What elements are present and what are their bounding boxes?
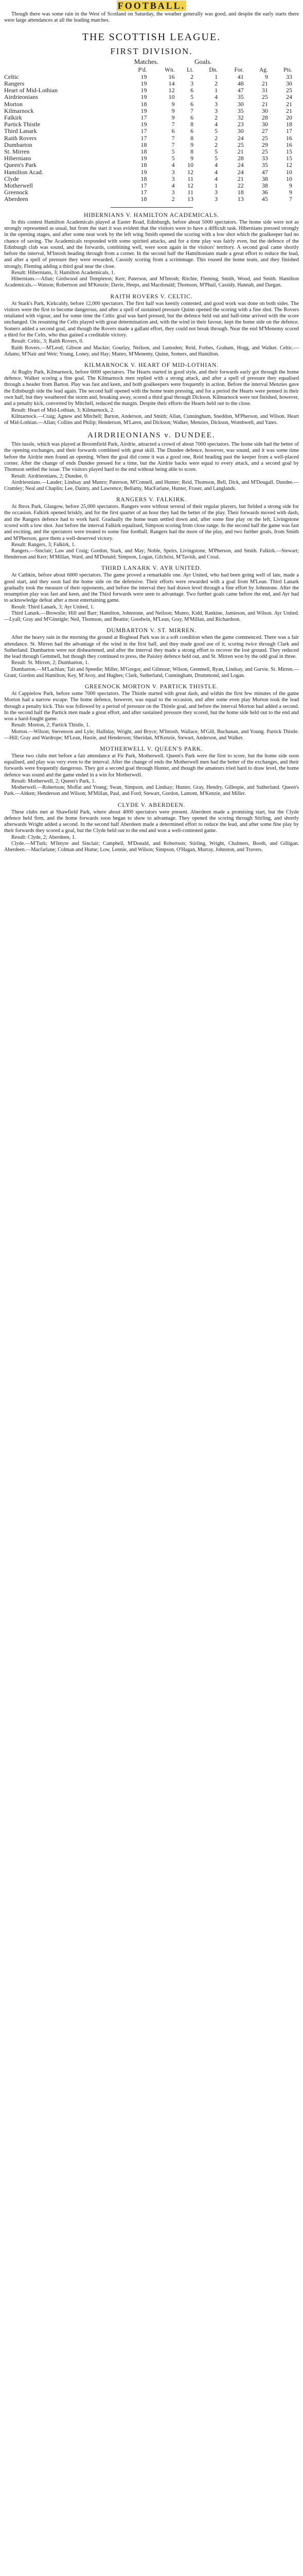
won: 2 (171, 195, 175, 203)
team-name: Partick Thistle (4, 121, 41, 128)
points: 18 (286, 121, 292, 128)
match-heading: KILMARNOCK V. HEART OF MID-LOTHIAN. (84, 361, 219, 368)
match-report (4, 496, 299, 561)
points: 9 (289, 189, 292, 196)
team-name: Hibernians (4, 155, 31, 162)
col-drawn: Dn. (209, 66, 218, 73)
match-report (4, 293, 299, 358)
lost: 9 (190, 141, 194, 148)
goals-against: 28 (261, 114, 268, 122)
played: 18 (140, 161, 147, 169)
points: 15 (286, 148, 292, 156)
match-result: Result: Clyde, 2; Aberdeen, 1. (11, 834, 76, 840)
goals-against: 29 (261, 141, 268, 148)
goals-for: 47 (237, 87, 244, 94)
table-row (4, 114, 292, 121)
points: 17 (286, 127, 292, 135)
drawn: 4 (215, 175, 218, 182)
goals-for: 35 (237, 93, 244, 101)
won: 4 (171, 182, 175, 190)
goals-against: 25 (261, 134, 268, 142)
team-name: Hamilton Acad. (4, 168, 43, 176)
goals-against: 30 (261, 121, 268, 128)
goals-against: 38 (261, 175, 268, 182)
points: 33 (286, 73, 292, 80)
won: 10 (168, 93, 175, 101)
goals-for: 13 (237, 195, 244, 203)
table-row (4, 155, 292, 162)
match-result: Result: St. Mirren, 2; Dumbarton, 1. (11, 660, 89, 666)
won: 16 (168, 73, 175, 80)
table-row (4, 135, 292, 142)
table-row (4, 108, 292, 114)
points: 9 (289, 182, 292, 190)
match-report-text: In this contest Hamilton Academicals played at Easter Road, Edinburgh, before about 5000 spectators. The home side were not as strongly represented as usual, but from the start it was evident that the visitors were to have a difficult task. Hibernians pressed strongly in the opening stages, and after some neat work by the left wing Smith opened the scoring with a low shot which the goalkeeper had no chance of saving. The Academicals responded with some spirited attacks, and for a time play was fairly even, but the defence of the Edinburgh club was sound, and the forwards, combining well, were soon again in the visitors' territory. A second goal came shortly before the interval, M'Intosh heading through from a corner. In the second half the Hamiltonians made a great effort to reduce the lead, and after a spell of pressure they were rewarded, Cassidy scoring from a scrimmage. This roused the home team, and they finished strongly, Fleming adding a third goal near the close. (4, 219, 299, 269)
goals-against: 36 (261, 189, 268, 196)
won: 5 (171, 155, 175, 162)
played: 17 (140, 114, 147, 122)
played: 17 (140, 182, 147, 190)
match-heading: RANGERS V. FALKIRK. (116, 496, 187, 503)
team-name: Falkirk (4, 114, 22, 122)
drawn: 2 (215, 141, 218, 148)
section-heading: AIRDRIEONIANS v. DUNDEE. (87, 431, 216, 440)
goals-against: 25 (261, 148, 268, 156)
table-row (4, 176, 292, 182)
match-report-text: At Cappielow Park, before some 7000 spectators. The Thistle started with great dash, and within the first few minutes of the game Morton had a narrow escape. The home defence, however, was equal to the occasion, and after some even play Morton took the lead through a penalty kick. This was followed by a period of pressure on the Thistle goal, and before the interval Morton had added a second. In the second half the Partick men made a great effort, and after sustained pressure they scored, but the home side held out to the end and won a hard-fought game. (4, 690, 299, 722)
team-name: Rangers (4, 80, 25, 87)
goals-for: 48 (237, 80, 244, 87)
lost: 12 (187, 182, 194, 190)
lost: 9 (190, 155, 194, 162)
goals-for: 24 (237, 161, 244, 169)
table-row (4, 94, 292, 100)
match-result: Result: Heart of Mid-Lothian, 3; Kilmarnock, 2. (11, 407, 115, 413)
table-row (4, 142, 292, 148)
match-report (4, 212, 299, 289)
col-won: Wn. (165, 66, 175, 73)
table-row (4, 101, 292, 108)
col-lost: Lt. (186, 66, 194, 73)
drawn: 5 (215, 148, 218, 156)
table-row (4, 128, 292, 134)
played: 17 (140, 134, 147, 142)
points: 30 (286, 80, 292, 87)
goals-against: 21 (261, 80, 268, 87)
table-row (4, 169, 292, 176)
drawn: 2 (215, 80, 218, 87)
won: 7 (171, 134, 175, 142)
col-for: For. (234, 66, 244, 73)
team-name: Celtic (4, 73, 19, 80)
league-heading: THE SCOTTISH LEAGUE. (82, 31, 221, 43)
lost: 8 (190, 121, 194, 128)
match-report (4, 683, 299, 741)
points: 21 (286, 100, 292, 108)
won: 3 (171, 175, 175, 182)
masthead-title: FOOTBALL. (117, 1, 186, 11)
match-report (4, 627, 299, 679)
match-result: Result: Airdrieonians, 2; Dundee, 0. (11, 473, 88, 479)
drawn: 1 (215, 73, 218, 80)
goals-against: 47 (261, 168, 268, 176)
goals-against: 33 (261, 155, 268, 162)
match-result: Result: Morton, 2; Partick Thistle, 1. (11, 722, 90, 728)
won: 3 (171, 168, 175, 176)
division-heading: FIRST DIVISION. (110, 46, 193, 56)
played: 18 (140, 141, 147, 148)
team-name: Morton (4, 100, 23, 108)
match-result: Result: Celtic, 3; Raith Rovers, 0. (11, 338, 84, 345)
lost: 7 (190, 107, 194, 114)
team-lineups: Hibernians.—Allan; Girdwood and Templeton; Kerr, Paterson, and M'Intosh; Ritchie, Fleming, Smith, Wood, and Smith. Hamilton Academicals.—Watson; Robertson and M'Kenzie; Davie, Heeps, and Macdonald; Thomson, M'Phail, Cassidy, Hannah, and Dargan. (4, 276, 299, 289)
match-heading: RAITH ROVERS V. CELTIC. (110, 293, 193, 300)
team-name: Aberdeen (4, 196, 28, 203)
lost: 6 (190, 100, 194, 108)
goals-against: 31 (261, 87, 268, 94)
played: 19 (140, 107, 147, 114)
table-row (4, 196, 292, 202)
won: 9 (171, 107, 175, 114)
lost: 6 (190, 127, 194, 135)
match-heading: CLYDE V. ABERDEEN. (117, 801, 186, 808)
played: 19 (140, 155, 147, 162)
col-played: P'd. (138, 66, 147, 73)
drawn: 4 (215, 93, 218, 101)
match-report (4, 362, 299, 426)
drawn: 1 (215, 182, 218, 190)
team-name: Third Lanark (4, 128, 37, 135)
team-name: Raith Rovers (4, 134, 37, 142)
goals-for: 32 (237, 114, 244, 122)
league-table-header-row (4, 67, 292, 74)
goals-against: 25 (261, 93, 268, 101)
played: 19 (140, 121, 147, 128)
won: 7 (171, 121, 175, 128)
drawn: 4 (215, 121, 218, 128)
match-result: Result: Third Lanark, 3; Ayr United, 1. (11, 604, 95, 610)
table-row (4, 87, 292, 94)
team-lineups: Raith Rovers.—M'Leod; Gibson and Mackie; Gourlay, Neilson, and Lumsden; Reid, Forbes, Graham, Hogg, and Walker. Celtic.—Adams; M'Nair and Weir; Young, Loney, and Hay; Munro, M'Menemy, Quinn, Somers, and Hamilton. (4, 345, 299, 357)
played: 19 (140, 93, 147, 101)
col-against: Ag. (259, 66, 268, 73)
goals-for: 24 (237, 134, 244, 142)
intro-paragraph: Though there was some rain in the West of Scotland on Saturday, the weather generally was good, and despite the early starts there were large attendances at all the leading matches. (4, 11, 299, 24)
drawn: 3 (215, 100, 218, 108)
won: 6 (171, 127, 175, 135)
match-report (4, 745, 299, 798)
team-name: Dumbarton (4, 141, 32, 148)
match-report (4, 802, 299, 854)
won: 12 (168, 87, 175, 94)
group-matches-label: Matches. (134, 57, 158, 65)
team-name: St. Mirren (4, 148, 30, 156)
goals-against: 30 (261, 107, 268, 114)
group-goals-label: Goals. (194, 57, 212, 65)
match-report-text: At Ibrox Park, Glasgow, before 25,000 spectators. Rangers were without several of their regular players, but fielded a strong side for the occasion. Falkirk opened briskly, and for the first quarter of an hour they had the better of the play. Their forwards moved with dash, and the Rangers defence had to work hard. Gradually the home team settled down and, after some fine play on the left, Livingstone scored with a low shot. Just before the interval Falkirk equalised, Simpson scoring from close range. In the second half the game was fast and exciting, and the spectators were treated to some fine football. Rangers had the more of the play, and two further goals, from Smith and M'Pherson, gave them a well-deserved victory. (4, 504, 299, 541)
goals-for: 28 (237, 155, 244, 162)
table-row (4, 148, 292, 155)
played: 17 (140, 189, 147, 196)
points: 7 (289, 195, 292, 203)
won: 9 (171, 100, 175, 108)
goals-against: 45 (261, 195, 268, 203)
col-points: Pts. (283, 66, 292, 73)
team-name: Kilmarnock (4, 107, 34, 114)
match-report-text: This tussle, which was played at Broomfield Park, Airdrie, attracted a crowd of about 7000 spectators. The home side had the better of the opening exchanges, and their forwards combined with great skill. The Dundee defence, however, was sound, and it was some time before the Airdrie men found an opening. When the goal did come it was a good one, Reid heading past the keeper from a well-placed corner. After the change of ends Dundee pressed for a time, but the Airdrie backs were equal to every attack, and a second goal by Thomson settled the issue. The visitors played hard to the end without being able to score. (4, 442, 299, 473)
drawn: 4 (215, 168, 218, 176)
lost: 8 (190, 148, 194, 156)
drawn: 4 (215, 161, 218, 169)
won: 3 (171, 189, 175, 196)
team-name: Motherwell (4, 182, 33, 190)
goals-for: 18 (237, 189, 244, 196)
points: 15 (286, 155, 292, 162)
goals-for: 22 (237, 182, 244, 190)
drawn: 5 (215, 155, 218, 162)
section-masthead (4, 0, 299, 11)
goals-for: 23 (237, 121, 244, 128)
match-report-text: These clubs met at Shawfield Park, where about 4000 spectators were present. Aberdeen made a promising start, but the Clyde defence held firm, and the home forwards soon began to show to advantage. They opened the scoring through Stirling, and shortly afterwards Wright added a second. In the second half Aberdeen made a determined effort to reduce the lead, and after some fine play by their forwards they scored a goal, but the Clyde held out to the end and won a well-contested game. (4, 809, 299, 834)
points: 25 (286, 87, 292, 94)
team-lineups: Kilmarnock.—Craig; Agnew and Mitchell; Barton, Anderson, and Smith; Allan, Cunningham, Sneddon, M'Pherson, and Wilson. Heart of Mid-Lothian.—Allan; Collins and Philip; Henderson, M'Laren, and Dickson; Walker, Menzies, Dickson, Wombwell, and Yates. (4, 413, 299, 426)
team-name: Airdrieonians (4, 94, 38, 101)
table-row (4, 74, 292, 80)
points: 21 (286, 107, 292, 114)
played: 19 (140, 168, 147, 176)
team-name: Heart of Mid-Lothian (4, 87, 58, 94)
drawn: 2 (215, 134, 218, 142)
points: 20 (286, 114, 292, 122)
match-heading: DUMBARTON V. ST. MIRREN. (106, 627, 197, 634)
col-team (4, 67, 122, 74)
drawn: 3 (215, 107, 218, 114)
played: 18 (140, 100, 147, 108)
lost: 8 (190, 134, 194, 142)
match-report-text: At Cathkin, before about 6000 spectators. The game proved a remarkable one. Ayr United, who had been going well of late, made a good start, and they soon had the home side on the defensive. Their efforts were rewarded with a goal from M'Lean. Third Lanark gradually took the measure of their opponents, and before the interval they had drawn level through a fine effort by Johnstone. After the resumption play was fast and keen, and the Third forwards were seen to advantage. Two further goals came before the end, and Ayr had to acknowledge defeat after a most entertaining game. (4, 572, 299, 604)
team-lineups: Rangers.—Sinclair; Law and Craig; Gordon, Stark, and May; Noble, Speirs, Livingstone, M'Pherson, and Smith. Falkirk.—Stewart; Henderson and Kerr; M'Millan, Ward, and M'Donald; Simpson, Logan, Gilchrist, M'Tavish, and Croal. (4, 548, 299, 561)
points: 12 (286, 161, 292, 169)
drawn: 3 (215, 189, 218, 196)
drawn: 1 (215, 87, 218, 94)
table-row (4, 121, 292, 128)
points: 10 (286, 168, 292, 176)
won: 9 (171, 114, 175, 122)
team-lineups: Dumbarton.—M'Lachlan; Tait and Speedie; Miller, M'Gregor, and Gilmour; Wilson, Gemmell, Ryan, Lindsay, and Garvie. St. Mirren.—Grant; Gordon and Hamilton; Key, M'Avoy, and Hughes; Clark, Sutherland, Cunningham, Drummond, and Logan. (4, 666, 299, 679)
match-reports (4, 212, 299, 854)
lost: 11 (187, 189, 194, 196)
goals-for: 30 (237, 127, 244, 135)
goals-against: 38 (261, 182, 268, 190)
drawn: 5 (215, 127, 218, 135)
match-heading: MOTHERWELL V. QUEEN'S PARK. (100, 745, 203, 752)
lost: 12 (187, 168, 194, 176)
team-lineups: Airdrieonians.—Lauder; Lindsay and Munro; Paterson, M'Connell, and Hunter; Reid, Thomson, Bell, Dick, and M'Dougall. Dundee.—Crumley; Neal and Chaplin; Lee, Dainty, and Lawrence; Bellamy, MacFarlane, Hunter, Fraser, and Langlands. (4, 479, 299, 492)
match-report (4, 565, 299, 623)
played: 18 (140, 195, 147, 203)
league-table-body (4, 74, 292, 203)
lost: 5 (190, 93, 194, 101)
lost: 13 (187, 195, 194, 203)
team-name: Greenock (4, 189, 28, 196)
goals-against: 21 (261, 100, 268, 108)
match-report-text: At Stark's Park, Kirkcaldy, before 12,000 spectators. The first half was keenly contested, and good work was done on both sides. The visitors were the first to become dangerous, and after a spell of sustained pressure Quinn opened the scoring with a fine shot. The Rovers retaliated with vigour, and for some time the Celtic goal was hard pressed, but the defence held out and half-time arrived with the score unchanged. On resuming the Celts played with great determination and, with the wind in their favour, kept the home side on the defence. Somers added a second goal, and though the Rovers made a gallant effort, they could not break through. Near the end M'Menemy scored a third for the Celts, who thus gained a creditable victory. (4, 300, 299, 338)
goals-for: 24 (237, 168, 244, 176)
match-heading: GREENOCK MORTON V. PARTICK THISTLE. (84, 683, 219, 690)
match-report-text: At Rugby Park, Kilmarnock, before 6000 spectators. The Hearts started in good style, and their forwards early got through the home defence, Walker scoring a fine goal. The Kilmarnock men replied with a strong attack, and after a spell of pressure they equalised through a header from Barton. Play was fast and keen, and both goalkeepers were frequently in action. Before the interval Menzies gave the Edinburgh side the lead again. The second half opened with the home team pressing, and for a period the Hearts were penned in their own half, but they weathered the storm and, breaking away, scored a third goal through Dickson. Kilmarnock were not finished, however, and a penalty kick, converted by Mitchell, reduced the margin. Despite their efforts the Hearts held out to the close. (4, 369, 299, 407)
match-report-text: These two clubs met before a fair attendance at Fir Park, Motherwell. Queen's Park were the first to score, but the home side soon equalised, and play was very even to the interval. After the change of ends the Motherwell men had the better of the exchanges, and their forwards were frequently dangerous. They got a second goal through Hunter, and though the amateurs tried hard to draw level, the home defence was sound and the game ended in a win for Motherwell. (4, 753, 299, 778)
match-report-text: After the heavy rain in the morning the ground at Boghead Park was in a soft condition when the game commenced. There was a fair attendance. St. Mirren had the advantage of the wind in the first half, and they made good use of it, scoring twice through Clark and Sutherland. Dumbarton were not disheartened, and after the interval they made a strong effort to recover the lost ground. They reduced the lead through Gemmell, but though they continued to press, the Paisley defence held out, and St. Mirren won by the odd goal in three. (4, 635, 299, 660)
divider-rule (111, 207, 193, 208)
team-lineups: Third Lanark.—Brownlie; Hill and Barr; Hamilton, Johnstone, and Neilson; Munro, Kidd, Rankine, Jamieson, and Wilson. Ayr United.—Lyall; Gray and M'Ginnigle; Neil, Thomson, and Beattie; Goodwin, M'Lean, Gray, M'Millan, and Richardson. (4, 611, 299, 623)
points: 16 (286, 141, 292, 148)
won: 5 (171, 148, 175, 156)
goals-for: 25 (237, 141, 244, 148)
lost: 2 (190, 73, 194, 80)
league-table (4, 67, 292, 203)
team-name: Clyde (4, 175, 19, 182)
match-heading: THIRD LANARK V. AYR UNITED. (101, 565, 202, 572)
team-lineups: Morton.—Wilson; Stevenson and Lyle; Halliday, Wright, and Bryce; M'Intosh, Wallace, M'Gill, Buchanan, and Young. Partick Thistle.—Hill; Gray and Wardrope; M'Lean, Hastie, and Henderson; Sheridan, M'Kenzie, Stewart, Anderson, and Walker. (4, 728, 299, 741)
team-lineups: Motherwell.—Robertson; Moffat and Young; Swan, Simpson, and Lindsay; Hunter, Gray, Hendry, Gillespie, and Sutherland. Queen's Park.—Aitken; Henderson and Wilson; M'Millan, Paul, and Ford; Stewart, Gordon, Lamont, M'Kenzie, and Miller. (4, 785, 299, 797)
goals-against: 9 (264, 73, 268, 80)
goals-for: 41 (237, 73, 244, 80)
table-row (4, 182, 292, 189)
goals-for: 21 (237, 148, 244, 156)
goals-for: 30 (237, 100, 244, 108)
goals-against: 27 (261, 127, 268, 135)
goals-for: 35 (237, 107, 244, 114)
lost: 6 (190, 114, 194, 122)
played: 18 (140, 175, 147, 182)
match-result: Result: Rangers, 3; Falkirk, 1. (11, 541, 76, 548)
team-lineups: Clyde.—M'Turk; M'Intyre and Sinclair; Campbell, M'Donald, and Robertson; Stirling, Wright, Chalmers, Booth, and Gilligan. Aberdeen.—Macfarlane; Colman and Hume; Low, Lennie, and Wilson; Simpson, O'Hagan, Murray, Johnston, and Travers. (4, 841, 299, 853)
points: 24 (286, 93, 292, 101)
won: 7 (171, 141, 175, 148)
lost: 6 (190, 87, 194, 94)
played: 19 (140, 87, 147, 94)
played: 17 (140, 127, 147, 135)
lost: 3 (190, 80, 194, 87)
lost: 11 (187, 175, 194, 182)
played: 18 (140, 148, 147, 156)
played: 19 (140, 80, 147, 87)
match-report (4, 431, 299, 492)
goals-for: 21 (237, 175, 244, 182)
column-group-headings (4, 58, 299, 66)
table-row (4, 162, 292, 168)
played: 19 (140, 73, 147, 80)
points: 10 (286, 175, 292, 182)
won: 4 (171, 161, 175, 169)
goals-against: 35 (261, 161, 268, 169)
won: 14 (168, 80, 175, 87)
match-heading: HIBERNIANS V. HAMILTON ACADEMICALS. (83, 211, 219, 218)
table-row (4, 80, 292, 87)
table-row (4, 189, 292, 196)
match-result: Result: Hibernians, 3; Hamilton Academicals, 1. (11, 270, 115, 276)
points: 16 (286, 134, 292, 142)
team-name: Queen's Park (4, 162, 37, 169)
drawn: 3 (215, 195, 218, 203)
match-result: Result: Motherwell, 2; Queen's Park, 1. (11, 778, 96, 785)
lost: 10 (187, 161, 194, 169)
drawn: 2 (215, 114, 218, 122)
